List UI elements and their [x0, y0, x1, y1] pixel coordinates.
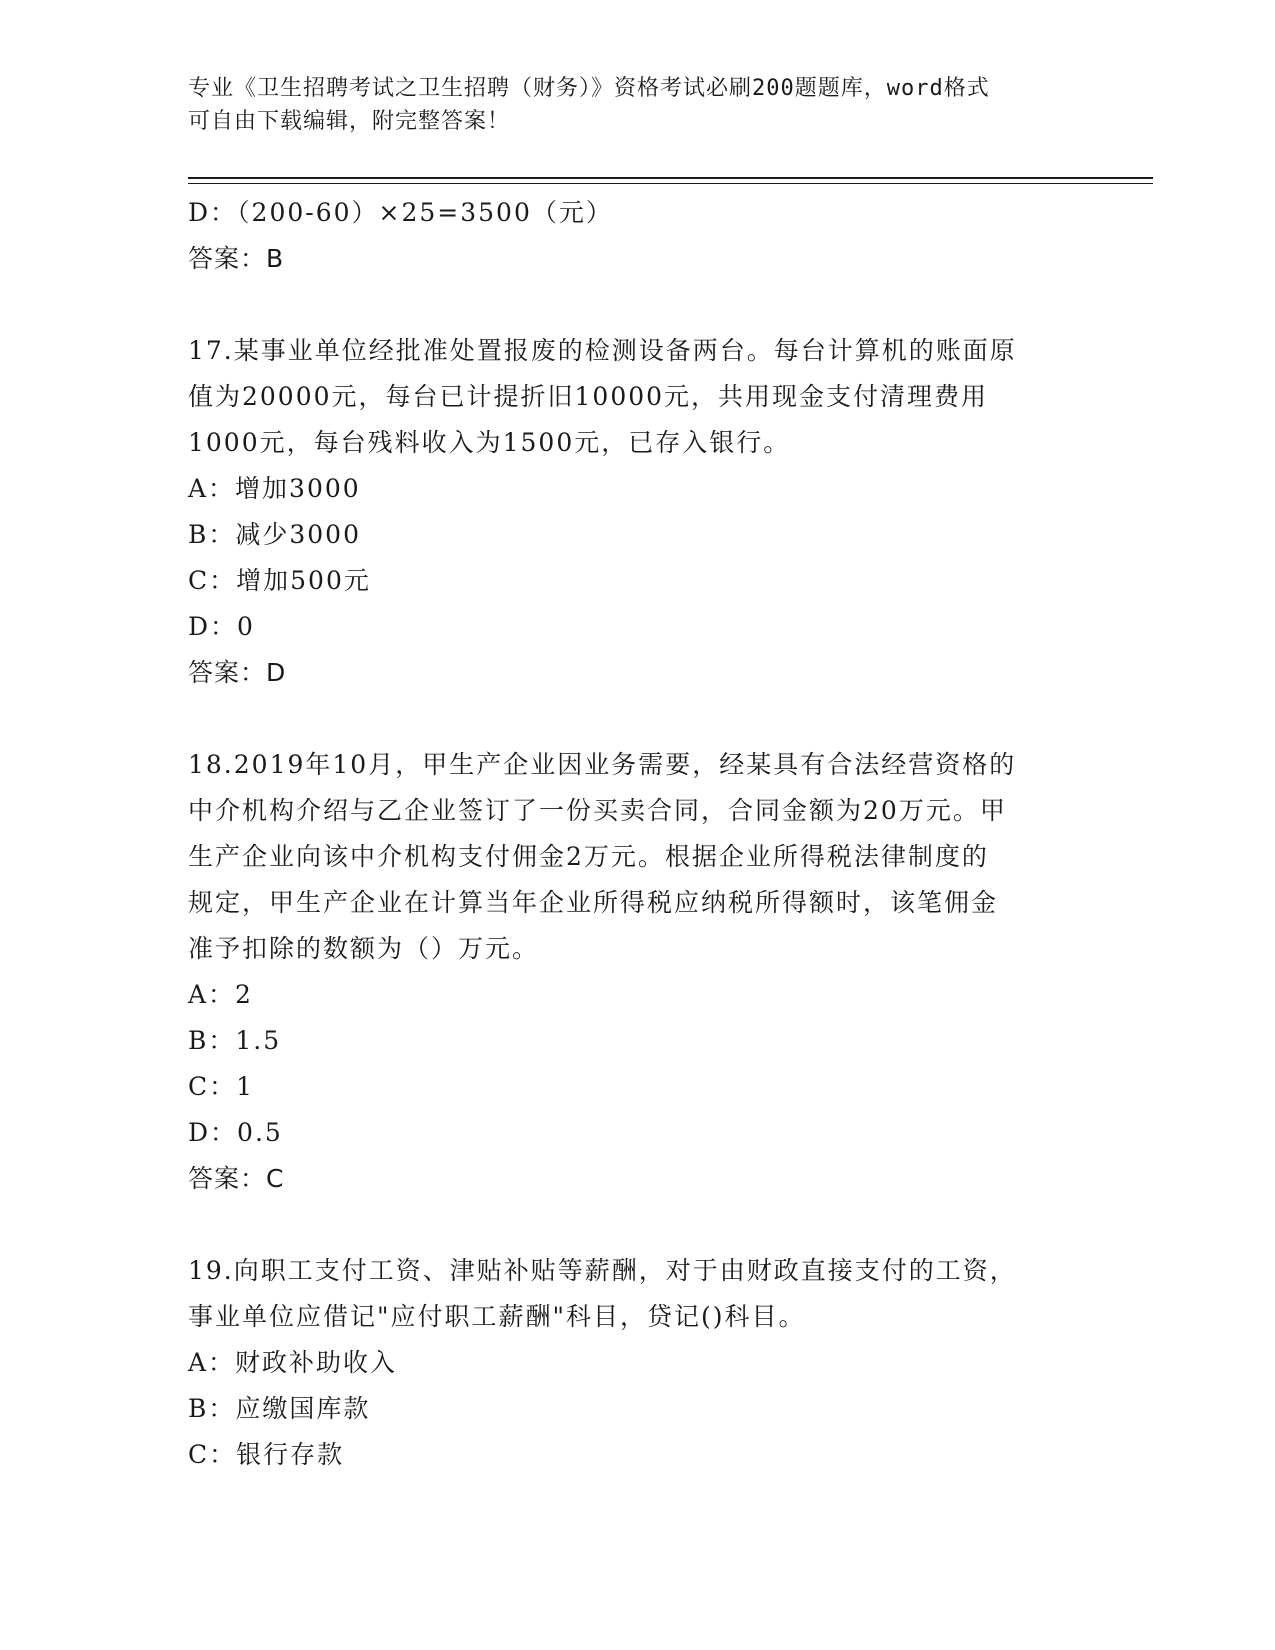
question-16-tail	[188, 190, 1068, 282]
option-c: C：银行存款	[188, 1440, 345, 1469]
answer-label: 答案：C	[188, 1164, 285, 1193]
question-18	[188, 742, 1068, 1202]
question-stem-line: 1000元，每台残料收入为1500元，已存入银行。	[188, 428, 791, 457]
option-d: D：0	[188, 612, 255, 641]
option-c: C：增加500元	[188, 566, 371, 595]
question-stem-line: 19.向职工支付工资、津贴补贴等薪酬，对于由财政直接支付的工资，	[188, 1256, 1017, 1285]
answer-label: 答案：D	[188, 658, 287, 687]
question-stem-line: 值为20000元，每台已计提折旧10000元，共用现金支付清理费用	[188, 382, 989, 411]
question-stem-line: 中介机构介绍与乙企业签订了一份买卖合同，合同金额为20万元。甲	[188, 796, 1007, 825]
header-divider-thin	[188, 183, 1153, 184]
question-stem-line: 事业单位应借记"应付职工薪酬"科目，贷记()科目。	[188, 1302, 806, 1331]
question-19	[188, 1248, 1068, 1478]
document-header	[188, 72, 1088, 138]
spacer	[188, 1202, 1068, 1248]
option-c: C：1	[188, 1072, 255, 1101]
option-b: B：减少3000	[188, 520, 361, 549]
spacer	[188, 282, 1068, 328]
option-d: D：（200-60）×25=3500（元）	[188, 198, 613, 227]
option-d: D：0.5	[188, 1118, 283, 1147]
option-b: B：应缴国库款	[188, 1394, 371, 1423]
question-stem-line: 生产企业向该中介机构支付佣金2万元。根据企业所得税法律制度的	[188, 842, 989, 871]
question-stem-line: 准予扣除的数额为（）万元。	[188, 934, 540, 963]
option-b: B：1.5	[188, 1026, 282, 1055]
question-stem-line: 18.2019年10月，甲生产企业因业务需要，经某具有合法经营资格的	[188, 750, 1017, 779]
option-a: A：2	[188, 980, 253, 1009]
question-17	[188, 328, 1068, 696]
header-line-1: 专业《卫生招聘考试之卫生招聘（财务）》资格考试必刷200题题库，word格式	[188, 76, 990, 101]
question-list	[188, 190, 1068, 1478]
spacer	[188, 696, 1068, 742]
question-stem-line: 规定，甲生产企业在计算当年企业所得税应纳税所得额时，该笔佣金	[188, 888, 999, 917]
option-a: A：财政补助收入	[188, 1348, 398, 1377]
question-stem-line: 17.某事业单位经批准处置报废的检测设备两台。每台计算机的账面原	[188, 336, 1017, 365]
answer-label: 答案：B	[188, 244, 285, 273]
header-line-2: 可自由下载编辑，附完整答案！	[188, 109, 511, 134]
option-a: A：增加3000	[188, 474, 361, 503]
header-divider-thick	[188, 177, 1153, 179]
